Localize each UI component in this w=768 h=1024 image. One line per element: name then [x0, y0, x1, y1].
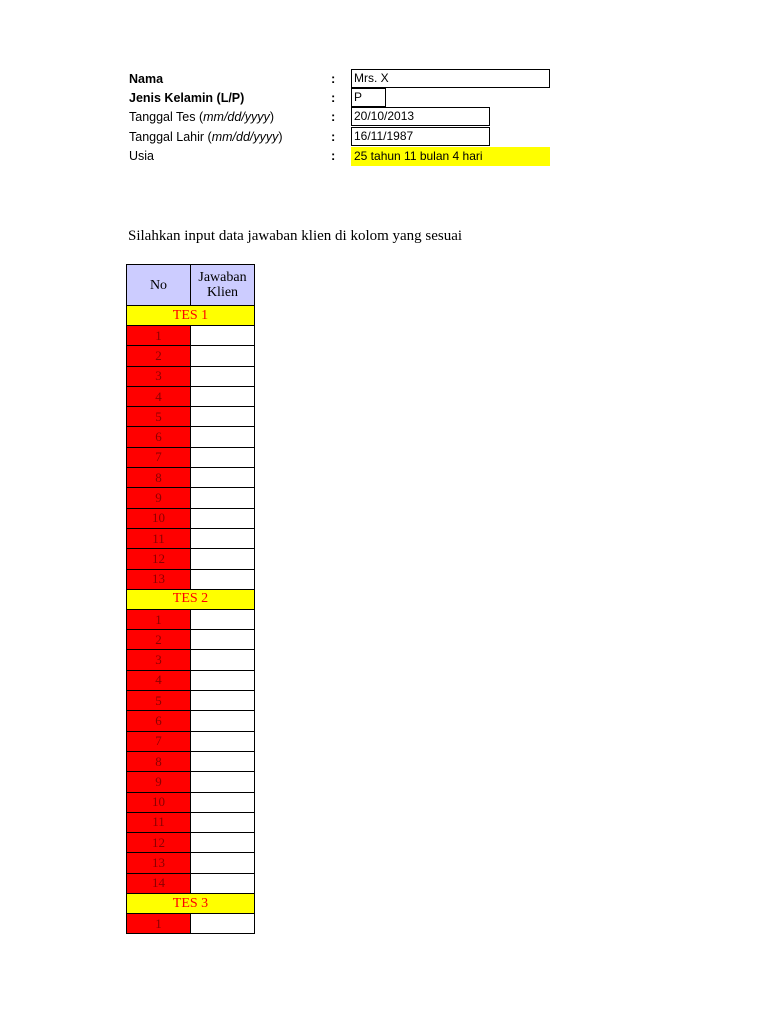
question-number: 5: [127, 691, 191, 711]
question-number: 13: [127, 853, 191, 873]
question-number: 6: [127, 711, 191, 731]
section-row: [127, 894, 255, 914]
table-row: [127, 326, 255, 346]
test-date-field[interactable]: 20/10/2013: [351, 107, 490, 126]
answer-cell[interactable]: [191, 427, 255, 447]
answer-cell[interactable]: [191, 630, 255, 650]
answer-cell[interactable]: [191, 751, 255, 771]
table-header-row: [127, 265, 255, 306]
section-title: TES 3: [127, 894, 255, 914]
table-row: [127, 853, 255, 873]
column-header-answer: Jawaban Klien: [191, 265, 255, 306]
section-row: [127, 306, 255, 326]
table-row: [127, 609, 255, 629]
question-number: 14: [127, 873, 191, 893]
answer-cell[interactable]: [191, 508, 255, 528]
table-row: [127, 751, 255, 771]
table-row: [127, 731, 255, 751]
answer-cell[interactable]: [191, 853, 255, 873]
question-number: 7: [127, 447, 191, 467]
table-row: [127, 691, 255, 711]
age-colon: :: [331, 148, 336, 163]
test-date-colon: :: [331, 109, 336, 124]
question-number: 1: [127, 914, 191, 934]
question-number: 8: [127, 751, 191, 771]
question-number: 2: [127, 630, 191, 650]
table-row: [127, 873, 255, 893]
table-row: [127, 386, 255, 406]
name-colon: :: [331, 71, 336, 86]
table-row: [127, 427, 255, 447]
question-number: 11: [127, 528, 191, 548]
table-row: [127, 833, 255, 853]
answer-cell[interactable]: [191, 833, 255, 853]
answer-cell[interactable]: [191, 792, 255, 812]
answer-cell[interactable]: [191, 549, 255, 569]
section-title: TES 1: [127, 306, 255, 326]
question-number: 12: [127, 549, 191, 569]
answer-cell[interactable]: [191, 569, 255, 589]
table-row: [127, 346, 255, 366]
table-row: [127, 569, 255, 589]
question-number: 3: [127, 650, 191, 670]
birth-date-field[interactable]: 16/11/1987: [351, 127, 490, 146]
question-number: 8: [127, 468, 191, 488]
answer-cell[interactable]: [191, 873, 255, 893]
answer-cell[interactable]: [191, 731, 255, 751]
question-number: 4: [127, 386, 191, 406]
question-number: 7: [127, 731, 191, 751]
question-number: 1: [127, 326, 191, 346]
table-row: [127, 528, 255, 548]
answer-cell[interactable]: [191, 346, 255, 366]
answer-cell[interactable]: [191, 812, 255, 832]
question-number: 2: [127, 346, 191, 366]
name-label: Nama: [129, 72, 164, 86]
table-row: [127, 792, 255, 812]
table-row: [127, 407, 255, 427]
answer-cell[interactable]: [191, 366, 255, 386]
age-label: Usia: [129, 149, 155, 163]
answer-cell[interactable]: [191, 711, 255, 731]
answer-cell[interactable]: [191, 609, 255, 629]
table-row: [127, 508, 255, 528]
section-row: [127, 589, 255, 609]
answer-cell[interactable]: [191, 914, 255, 934]
birth-date-colon: :: [331, 129, 336, 144]
question-number: 1: [127, 609, 191, 629]
table-row: [127, 650, 255, 670]
table-row: [127, 711, 255, 731]
test-date-label: Tanggal Tes (mm/dd/yyyy): [129, 110, 274, 124]
answer-cell[interactable]: [191, 488, 255, 508]
table-row: [127, 772, 255, 792]
table-row: [127, 670, 255, 690]
answer-table: [126, 264, 255, 934]
answer-cell[interactable]: [191, 650, 255, 670]
answer-cell[interactable]: [191, 468, 255, 488]
answer-cell[interactable]: [191, 691, 255, 711]
question-number: 12: [127, 833, 191, 853]
table-row: [127, 468, 255, 488]
question-number: 5: [127, 407, 191, 427]
gender-colon: :: [331, 90, 336, 105]
table-row: [127, 447, 255, 467]
table-row: [127, 366, 255, 386]
gender-label: Jenis Kelamin (L/P): [129, 91, 245, 105]
question-number: 6: [127, 427, 191, 447]
answer-cell[interactable]: [191, 386, 255, 406]
question-number: 9: [127, 772, 191, 792]
answer-cell[interactable]: [191, 772, 255, 792]
answer-cell[interactable]: [191, 670, 255, 690]
answer-cell[interactable]: [191, 447, 255, 467]
table-row: [127, 630, 255, 650]
column-header-no: No: [127, 265, 191, 306]
question-number: 11: [127, 812, 191, 832]
answer-cell[interactable]: [191, 326, 255, 346]
name-field[interactable]: Mrs. X: [351, 69, 550, 88]
birth-date-label: Tanggal Lahir (mm/dd/yyyy): [129, 130, 283, 144]
table-row: [127, 488, 255, 508]
question-number: 13: [127, 569, 191, 589]
question-number: 3: [127, 366, 191, 386]
section-title: TES 2: [127, 589, 255, 609]
instruction-text: Silahkan input data jawaban klien di kolom yang sesuai: [128, 228, 463, 244]
answer-table-body: [127, 306, 255, 934]
gender-field[interactable]: P: [351, 88, 386, 107]
age-value: 25 tahun 11 bulan 4 hari: [351, 147, 550, 166]
table-row: [127, 812, 255, 832]
answer-cell[interactable]: [191, 407, 255, 427]
question-number: 9: [127, 488, 191, 508]
table-row: [127, 549, 255, 569]
answer-cell[interactable]: [191, 528, 255, 548]
table-row: [127, 914, 255, 934]
question-number: 10: [127, 792, 191, 812]
question-number: 10: [127, 508, 191, 528]
question-number: 4: [127, 670, 191, 690]
